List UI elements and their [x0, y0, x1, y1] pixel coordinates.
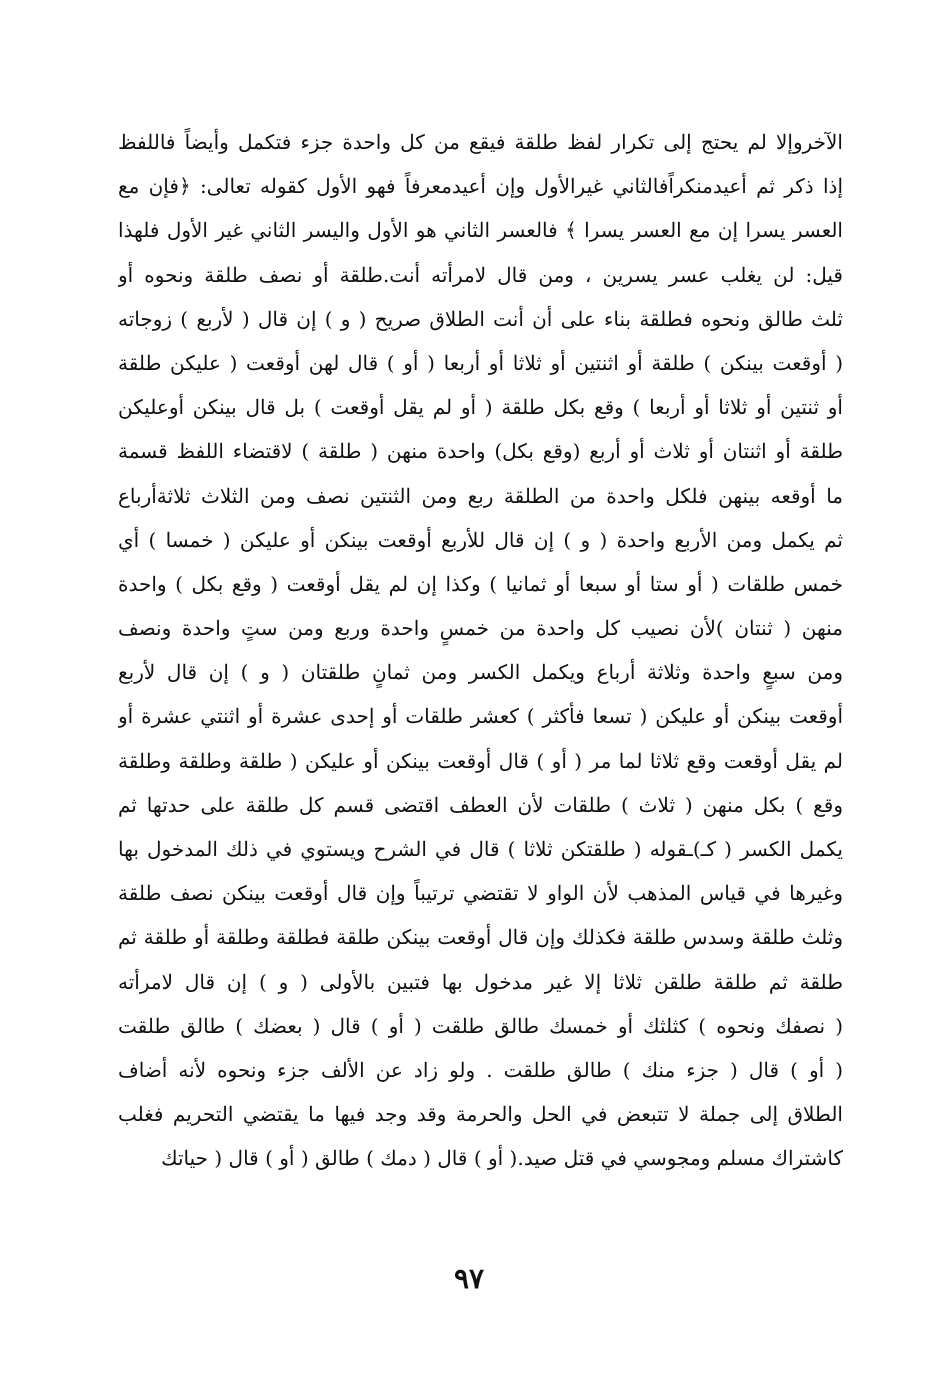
text-line: لم يقل أوقعت وقع ثلاثا لما مر ( أو ) قال أوقعت بينكن أو عليكن ( طلقة وطلقة وطلقة — [118, 748, 843, 773]
text-line: ( أو ) قال ( جزء منك ) طالق طلقت . ولو زاد عن الألف جزء ونحوه لأنه أضاف — [118, 1057, 843, 1082]
text-line: ثلث طالق ونحوه فطلقة بناء على أن أنت الطلاق صريح ( و ) إن قال ( لأربع ) زوجاته — [118, 306, 843, 331]
text-line: وثلث طلقة وسدس طلقة فكذلك وإن قال أوقعت بينكن طلقة فطلقة وطلقة أو طلقة ثم — [118, 925, 843, 950]
text-line: ( نصفك ونحوه ) كثلثك أو خمسك طالق طلقت ( أو ) قال ( بعضك ) طالق طلقت — [118, 1013, 843, 1038]
text-line: طلقة أو اثنتان أو ثلاث أو أربع (وقع بكل) واحدة منهن ( طلقة ) لاقتضاء اللفظ قسمة — [118, 439, 843, 464]
text-line: ما أوقعه بينهن فلكل واحدة من الطلقة ربع ومن الثنتين نصف ومن الثلاث ثلاثةأرباع — [118, 483, 843, 508]
text-line: خمس طلقات ( أو ستا أو سبعا أو ثمانيا ) وكذا إن لم يقل أوقعت ( وقع بكل ) واحدة — [118, 571, 843, 596]
page-number: ٩٧ — [453, 1262, 485, 1295]
text-line: العسر يسرا إن مع العسر يسرا ﴾ فالعسر الثاني هو الأول واليسر الثاني غير الأول فلهذا — [118, 218, 843, 243]
body-text — [118, 120, 843, 1181]
text-line: وغيرها في قياس المذهب لأن الواو لا تقتضي ترتيباً وإن قال أوقعت بينكن نصف طلقة — [118, 881, 843, 906]
text-line: أو ثنتين أو ثلاثا أو أربعا ) وقع بكل طلقة ( أو لم يقل أوقعت ) بل قال بينكن أوعليكن — [118, 395, 843, 420]
text-line: قيل: لن يغلب عسر يسرين ، ومن قال لامرأته أنت.طلقة أو نصف طلقة ونحوه أو — [118, 262, 843, 287]
text-line: ثم يكمل ومن الأربع واحدة ( و ) إن قال للأربع أوقعت بينكن أو عليكن ( خمسا ) أي — [118, 527, 843, 552]
text-line: يكمل الكسر ( كـ)ـقوله ( طلقتكن ثلاثا ) قال في الشرح ويستوي في ذلك المدخول بها — [118, 837, 843, 861]
text-line: أوقعت بينكن أو عليكن ( تسعا فأكثر ) كعشر طلقات أو إحدى عشرة أو اثنتي عشرة أو — [118, 704, 843, 729]
text-line: وقع ) بكل منهن ( ثلاث ) طلقات لأن العطف اقتضى قسم كل طلقة على حدتها ثم — [118, 792, 843, 817]
text-line: ( أوقعت بينكن ) طلقة أو اثنتين أو ثلاثا أو أربعا ( أو ) قال لهن أوقعت ( عليكن طلقة — [118, 350, 843, 375]
text-line: طلقة ثم طلقة طلقن ثلاثا إلا غير مدخول بها فتبين بالأولى ( و ) إن قال لامرأته — [118, 969, 843, 994]
text-line: إذا ذكر ثم أعيدمنكراًفالثاني غيرالأول وإن أعيدمعرفاً فهو الأول كقوله تعالى: ﴿فإن مع — [118, 174, 843, 199]
text-line: كاشتراك مسلم ومجوسي في قتل صيد.( أو ) قال ( دمك ) طالق ( أو ) قال ( حياتك — [161, 1146, 843, 1171]
text-line: ومن سبعٍ واحدة وثلاثة أرباع ويكمل الكسر ومن ثمانٍ طلقتان ( و ) إن قال لأربع — [118, 660, 843, 685]
text-line: منهن ( ثنتان )لأن نصيب كل واحدة من خمسٍ واحدة وربع ومن ستٍ واحدة ونصف — [118, 616, 843, 641]
text-line: الآخروإلا لم يحتج إلى تكرار لفظ طلقة فيقع من كل واحدة جزء فتكمل وأيضاً فاللفظ — [118, 130, 843, 154]
text-line: الطلاق إلى جملة لا تتبعض في الحل والحرمة وقد وجد فيها ما يقتضي التحريم فغلب — [118, 1102, 843, 1127]
